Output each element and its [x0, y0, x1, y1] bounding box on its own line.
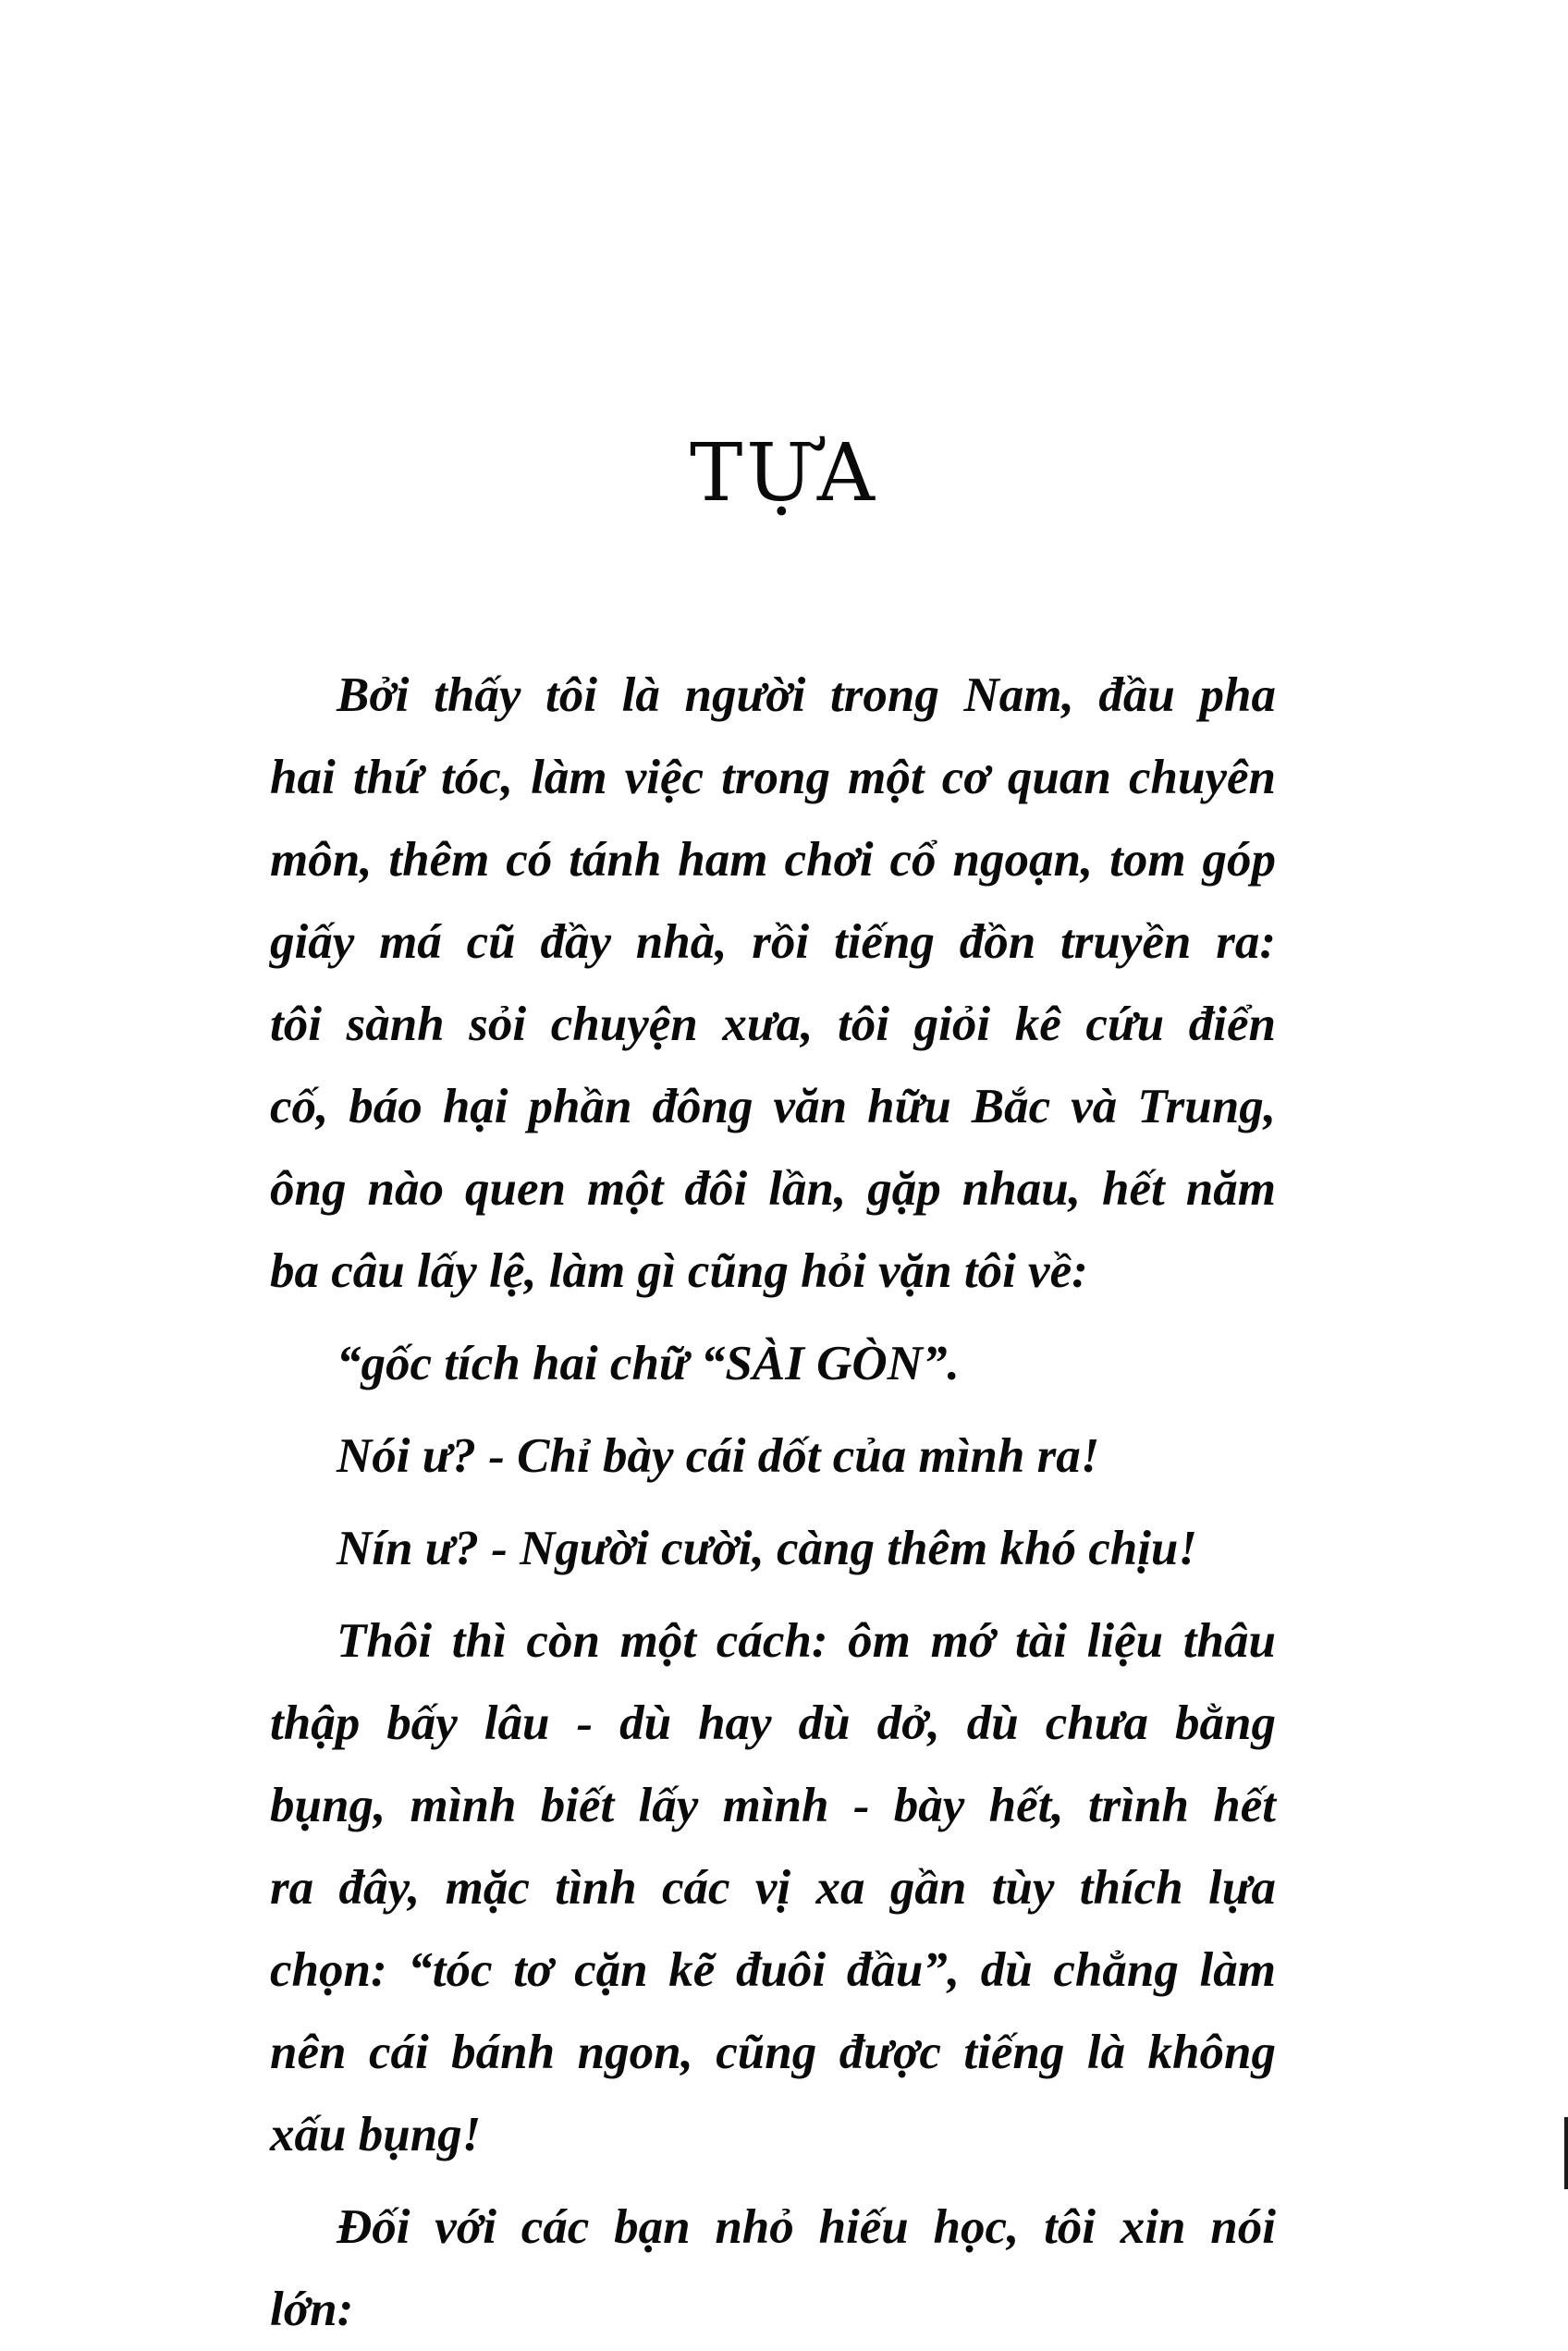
paragraph — [270, 2186, 1276, 2351]
text-line: bụng, mình biết lấy mình - bày hết, trình hết — [270, 1779, 1276, 1832]
paragraph — [270, 655, 1276, 1313]
text-line: “gốc tích hai chữ “SÀI GÒN”. — [337, 1337, 960, 1390]
text-line: thập bấy lâu - dù hay dù dở, dù chưa bằng — [270, 1696, 1276, 1750]
text-line: Đối với các bạn nhỏ hiếu học, tôi xin nói — [337, 2200, 1276, 2254]
text-line: Nín ư? - Người cười, càng thêm khó chịu! — [337, 1522, 1198, 1575]
text-line: giấy má cũ đầy nhà, rồi tiếng đồn truyền ra: — [270, 915, 1276, 969]
page-title: TỰA — [690, 427, 878, 520]
scan-edge-mark — [1564, 2117, 1568, 2189]
text-line: Bởi thấy tôi là người trong Nam, đầu pha — [337, 668, 1276, 722]
text-line: hai thứ tóc, làm việc trong một cơ quan chuyên — [270, 751, 1276, 804]
text-line: nên cái bánh ngon, cũng được tiếng là không — [270, 2026, 1276, 2079]
text-line: ba câu lấy lệ, làm gì cũng hỏi vặn tôi về: — [270, 1244, 1088, 1298]
text-line: cố, báo hại phần đông văn hữu Bắc và Trung, — [270, 1080, 1276, 1133]
text-line: Thôi thì còn một cách: ôm mớ tài liệu thâu — [337, 1614, 1276, 1668]
text-line: chọn: “tóc tơ cặn kẽ đuôi đầu”, dù chẳng làm — [270, 1943, 1276, 1997]
paragraph — [270, 1323, 1276, 1405]
text-line: xấu bụng! — [270, 2108, 482, 2161]
paragraph — [270, 1508, 1276, 1590]
text-line: lớn: — [270, 2283, 354, 2336]
preface-body — [270, 655, 1276, 2351]
paragraph — [270, 1415, 1276, 1498]
paragraph — [270, 1600, 1276, 2176]
text-line: tôi sành sỏi chuyện xưa, tôi giỏi kê cứu điển — [270, 998, 1276, 1051]
text-line: môn, thêm có tánh ham chơi cổ ngoạn, tom góp — [270, 833, 1276, 887]
text-line: Nói ư? - Chỉ bày cái dốt của mình ra! — [337, 1429, 1100, 1483]
text-line: ra đây, mặc tình các vị xa gần tùy thích lựa — [270, 1861, 1276, 1915]
text-line: ông nào quen một đôi lần, gặp nhau, hết năm — [270, 1162, 1276, 1216]
